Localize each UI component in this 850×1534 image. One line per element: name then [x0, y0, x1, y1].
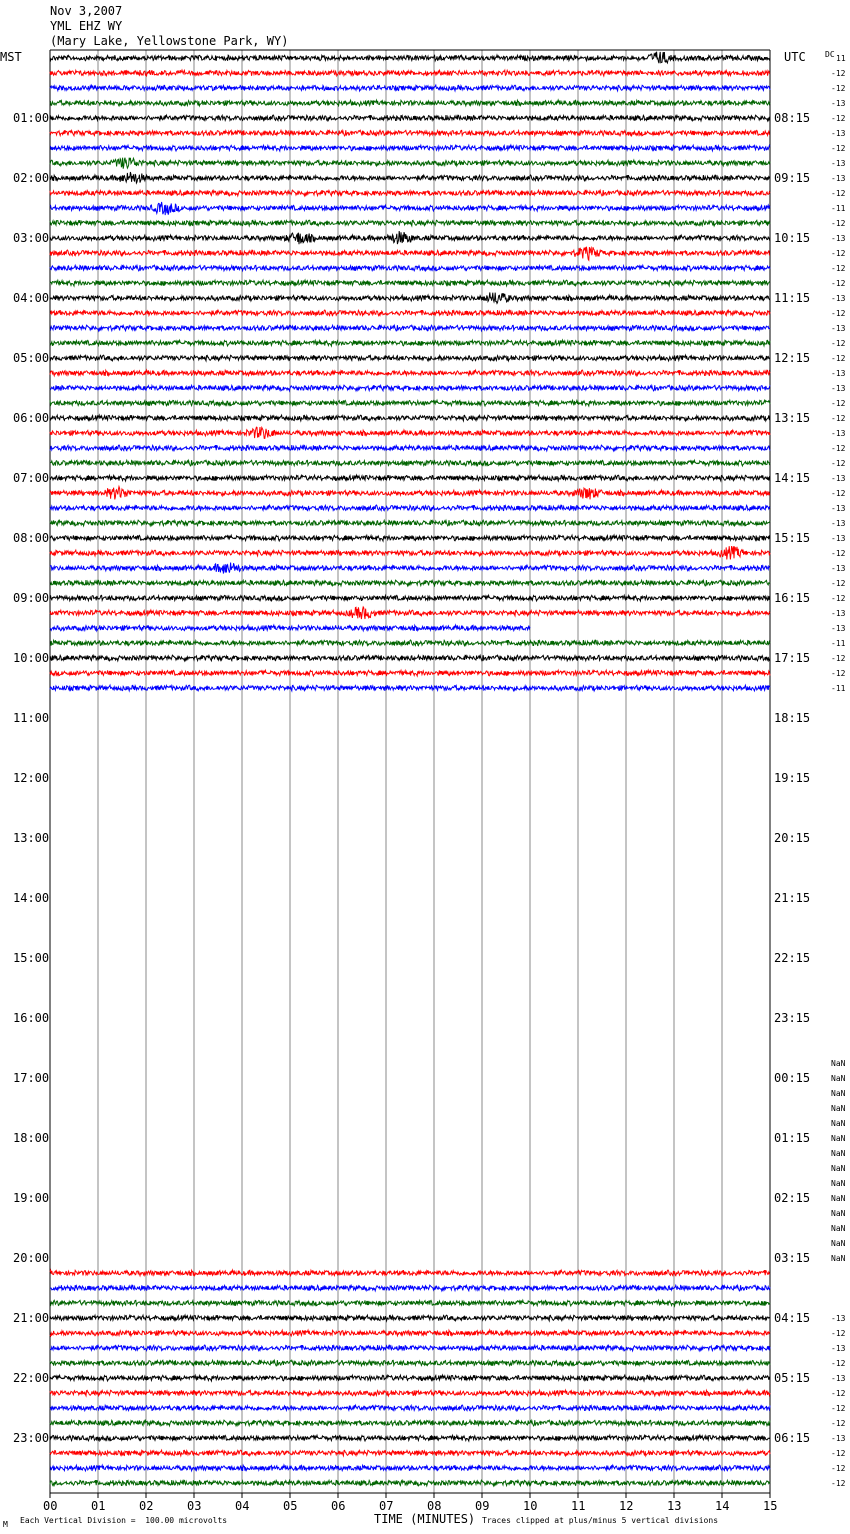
utc-hour-label: 21:15: [774, 891, 811, 905]
trace-row: [50, 325, 770, 331]
row-offset-value: -13: [831, 1374, 846, 1383]
station-location: (Mary Lake, Yellowstone Park, WY): [50, 34, 289, 48]
row-offset-value: NaN: [831, 1059, 846, 1068]
row-offset-value: -13: [831, 99, 846, 108]
row-offset-value: -12: [831, 309, 846, 318]
row-offset-value: -12: [831, 144, 846, 153]
row-offset-value: NaN: [831, 1164, 846, 1173]
row-offset-value: -13: [831, 369, 846, 378]
row-offset-value: -13: [831, 519, 846, 528]
utc-hour-label: 18:15: [774, 711, 811, 725]
trace-row: [50, 1375, 770, 1381]
trace-row: [50, 535, 770, 541]
row-offset-value: -12: [831, 1419, 846, 1428]
row-offset-value: -13: [831, 534, 846, 543]
row-offset-value: NaN: [831, 1089, 846, 1098]
row-offset-value: NaN: [831, 1254, 846, 1263]
row-offset-value: -12: [831, 69, 846, 78]
x-tick-label: 11: [571, 1499, 586, 1513]
mst-hour-label: 17:00: [13, 1071, 50, 1085]
row-offset-value: -12: [831, 669, 846, 678]
mst-hour-label: 23:00: [13, 1431, 50, 1445]
x-tick-label: 02: [139, 1499, 154, 1513]
trace-row: [50, 1360, 770, 1366]
row-offset-value: -13: [831, 129, 846, 138]
clipping-note: Traces clipped at plus/minus 5 vertical divisions: [482, 1516, 719, 1525]
x-tick-label: 09: [475, 1499, 490, 1513]
row-offset-value: NaN: [831, 1239, 846, 1248]
mst-hour-label: 07:00: [13, 471, 50, 485]
trace-row: [50, 580, 770, 586]
utc-hour-label: 14:15: [774, 471, 811, 485]
trace-row: [50, 475, 770, 481]
trace-row: [50, 1330, 770, 1336]
mst-hour-label: 14:00: [13, 891, 50, 905]
x-tick-label: 10: [523, 1499, 538, 1513]
row-offset-value: -12: [831, 1404, 846, 1413]
trace-row: [50, 158, 770, 169]
trace-row: [50, 520, 770, 526]
utc-hour-label: 23:15: [774, 1011, 811, 1025]
row-offset-value: -12: [831, 1464, 846, 1473]
trace-row: [50, 563, 770, 574]
row-offset-value: NaN: [831, 1119, 846, 1128]
trace-row: [50, 670, 770, 676]
utc-hour-label: 03:15: [774, 1251, 811, 1265]
x-axis-title: TIME (MINUTES): [374, 1512, 476, 1526]
trace-row: [50, 70, 770, 76]
trace-row: [50, 400, 770, 406]
row-offset-value: -12: [831, 219, 846, 228]
trace-row: [50, 52, 770, 64]
x-tick-label: 06: [331, 1499, 346, 1513]
row-offset-value: -13: [831, 624, 846, 633]
row-offset-value: -13: [831, 1434, 846, 1443]
x-tick-label: 12: [619, 1499, 634, 1513]
utc-hour-label: 12:15: [774, 351, 811, 365]
trace-row: [50, 310, 770, 316]
row-offset-value: -12: [831, 1359, 846, 1368]
row-offset-value: -13: [831, 1344, 846, 1353]
mst-hour-label: 13:00: [13, 831, 50, 845]
row-offset-value: -13: [831, 474, 846, 483]
row-offset-value: -12: [831, 549, 846, 558]
row-offset-value: -12: [831, 1329, 846, 1338]
utc-hour-label: 10:15: [774, 231, 811, 245]
trace-row: [50, 190, 770, 196]
trace-row: [50, 355, 770, 361]
trace-row: [50, 202, 770, 215]
left-timezone-label: MST: [0, 50, 22, 64]
trace-row: [50, 607, 770, 619]
mst-hour-label: 21:00: [13, 1311, 50, 1325]
plot-date: Nov 3,2007: [50, 4, 123, 18]
x-tick-label: 07: [379, 1499, 394, 1513]
x-tick-label: 14: [715, 1499, 730, 1513]
row-offset-value: -12: [831, 444, 846, 453]
x-tick-label: 03: [187, 1499, 202, 1513]
row-offset-value: -11: [831, 684, 846, 693]
utc-hour-label: 02:15: [774, 1191, 811, 1205]
trace-row: [50, 1300, 770, 1306]
row-offset-value: -13: [831, 294, 846, 303]
mst-hour-label: 09:00: [13, 591, 50, 605]
row-offset-value: NaN: [831, 1179, 846, 1188]
row-offset-value: -12: [831, 654, 846, 663]
row-offset-value: -12: [831, 249, 846, 258]
trace-row: [50, 1480, 770, 1486]
row-offset-value: -13: [831, 384, 846, 393]
row-offset-value: NaN: [831, 1209, 846, 1218]
mst-hour-label: 20:00: [13, 1251, 50, 1265]
x-tick-label: 05: [283, 1499, 298, 1513]
x-tick-label: 15: [763, 1499, 778, 1513]
row-offset-value: -13: [831, 504, 846, 513]
mst-hour-label: 11:00: [13, 711, 50, 725]
trace-row: [50, 280, 770, 286]
x-tick-label: 00: [43, 1499, 58, 1513]
trace-row: [50, 445, 770, 451]
mst-hour-label: 19:00: [13, 1191, 50, 1205]
x-tick-label: 04: [235, 1499, 250, 1513]
trace-row: [50, 115, 770, 121]
mst-hour-label: 16:00: [13, 1011, 50, 1025]
row-offset-value: -13: [831, 174, 846, 183]
row-offset-value: -12: [831, 399, 846, 408]
mst-hour-label: 08:00: [13, 531, 50, 545]
trace-row: [50, 1285, 770, 1291]
trace-row: [50, 1270, 770, 1276]
trace-row: [50, 505, 770, 511]
utc-hour-label: 05:15: [774, 1371, 811, 1385]
trace-row: [50, 1465, 770, 1471]
trace-row: [50, 487, 770, 500]
trace-row: [50, 427, 770, 438]
row-offset-value: -12: [831, 264, 846, 273]
row-offset-value: -13: [831, 609, 846, 618]
row-offset-value: NaN: [831, 1074, 846, 1083]
utc-hour-label: 15:15: [774, 531, 811, 545]
corner-mark: M: [3, 1520, 8, 1529]
utc-hour-label: 08:15: [774, 111, 811, 125]
trace-row: [50, 655, 770, 661]
row-offset-value: -12: [831, 354, 846, 363]
row-offset-value: NaN: [831, 1104, 846, 1113]
trace-row: [50, 1390, 770, 1396]
trace-row: [50, 546, 770, 559]
row-offset-value: -12: [831, 414, 846, 423]
row-offset-value: -11: [831, 639, 846, 648]
trace-row: [50, 1315, 770, 1321]
row-offset-value: -12: [831, 594, 846, 603]
row-offset-value: -12: [831, 84, 846, 93]
row-offset-value: -13: [831, 324, 846, 333]
trace-row: [50, 370, 770, 376]
row-offset-value: NaN: [831, 1149, 846, 1158]
trace-row: [50, 385, 770, 391]
utc-hour-label: 17:15: [774, 651, 811, 665]
station-code: YML EHZ WY: [50, 19, 123, 33]
x-tick-label: 08: [427, 1499, 442, 1513]
utc-hour-label: 11:15: [774, 291, 811, 305]
mst-hour-label: 01:00: [13, 111, 50, 125]
row-offset-value: -12: [831, 339, 846, 348]
utc-hour-label: 20:15: [774, 831, 811, 845]
utc-hour-label: 09:15: [774, 171, 811, 185]
mst-hour-label: 04:00: [13, 291, 50, 305]
trace-row: [50, 595, 770, 601]
mst-hour-label: 06:00: [13, 411, 50, 425]
utc-hour-label: 16:15: [774, 591, 811, 605]
vertical-division-note: Each Vertical Division = 100.00 microvolts: [20, 1516, 228, 1525]
trace-row: [50, 145, 770, 151]
trace-row: [50, 292, 770, 303]
utc-hour-label: 04:15: [774, 1311, 811, 1325]
row-offset-value: -13: [831, 564, 846, 573]
utc-hour-label: 01:15: [774, 1131, 811, 1145]
x-tick-label: 01: [91, 1499, 106, 1513]
row-offset-value: -13: [831, 429, 846, 438]
utc-hour-label: 22:15: [774, 951, 811, 965]
x-tick-label: 13: [667, 1499, 682, 1513]
trace-row: [50, 685, 770, 691]
trace-row: [50, 172, 770, 183]
row-offset-value: -12: [831, 1449, 846, 1458]
mst-hour-label: 18:00: [13, 1131, 50, 1145]
row-offset-value: -12: [831, 189, 846, 198]
trace-row: [50, 247, 770, 261]
trace-row: [50, 415, 770, 421]
mst-hour-label: 02:00: [13, 171, 50, 185]
trace-row: [50, 640, 770, 646]
trace-row: [50, 100, 770, 106]
mst-hour-label: 03:00: [13, 231, 50, 245]
trace-row: [50, 1405, 770, 1411]
row-offset-value: -12: [831, 1479, 846, 1488]
trace-row: [50, 1435, 770, 1441]
mst-hour-label: 05:00: [13, 351, 50, 365]
trace-row: [50, 231, 770, 244]
dc-label: DC: [825, 50, 835, 59]
row-offset-value: -13: [831, 1314, 846, 1323]
trace-row: [50, 130, 770, 136]
row-offset-value: 11: [836, 54, 846, 63]
trace-row: [50, 1345, 770, 1351]
trace-row: [50, 220, 770, 226]
trace-row: [50, 1420, 770, 1426]
row-offset-value: -11: [831, 204, 846, 213]
utc-hour-label: 19:15: [774, 771, 811, 785]
utc-hour-label: 13:15: [774, 411, 811, 425]
row-offset-value: NaN: [831, 1224, 846, 1233]
row-offset-value: -12: [831, 579, 846, 588]
mst-hour-label: 10:00: [13, 651, 50, 665]
right-timezone-label: UTC: [784, 50, 806, 64]
row-offset-value: NaN: [831, 1194, 846, 1203]
row-offset-value: -12: [831, 489, 846, 498]
row-offset-value: -12: [831, 114, 846, 123]
trace-row: [50, 85, 770, 91]
row-offset-value: -13: [831, 159, 846, 168]
trace-row: [50, 1450, 770, 1456]
trace-row: [50, 460, 770, 466]
utc-hour-label: 06:15: [774, 1431, 811, 1445]
row-offset-value: -12: [831, 459, 846, 468]
row-offset-value: NaN: [831, 1134, 846, 1143]
mst-hour-label: 15:00: [13, 951, 50, 965]
trace-row: [50, 265, 770, 271]
mst-hour-label: 22:00: [13, 1371, 50, 1385]
trace-row: [50, 340, 770, 346]
row-offset-value: -13: [831, 234, 846, 243]
mst-hour-label: 12:00: [13, 771, 50, 785]
row-offset-value: -12: [831, 279, 846, 288]
utc-hour-label: 00:15: [774, 1071, 811, 1085]
row-offset-value: -12: [831, 1389, 846, 1398]
